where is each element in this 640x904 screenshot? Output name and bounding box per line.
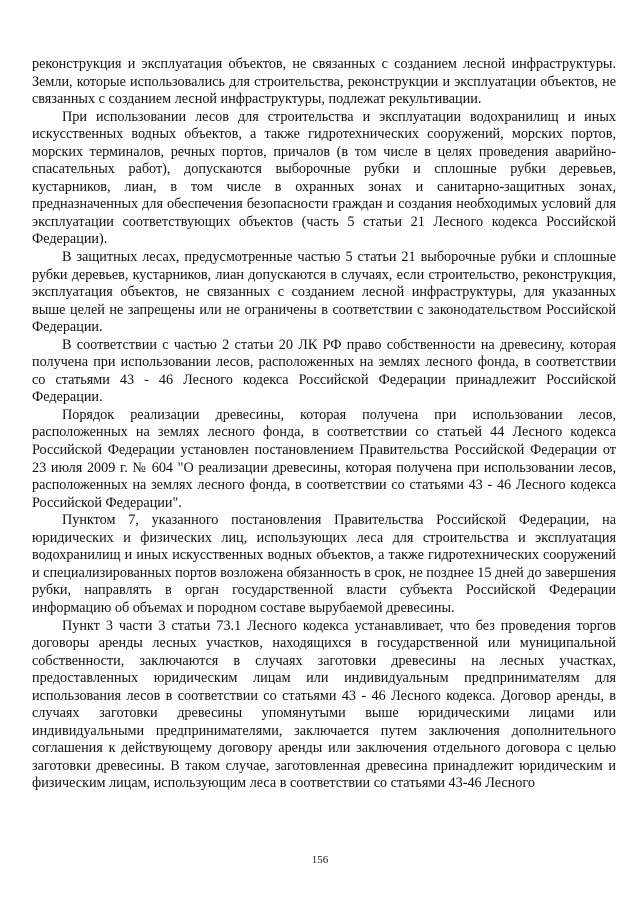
paragraph: реконструкция и эксплуатация объектов, не связанных с созданием лесной инфраструктуры. Земли, которые использовались для строительства, реконструкции и эксплуатации объектов, не связанных с созданием лесной инфраструктуры, подлежат рекультивации. — [32, 56, 616, 108]
paragraph: В соответствии с частью 2 статьи 20 ЛК РФ право собственности на древесину, которая получена при использовании лесов, расположенных на землях лесного фонда, в соответствии со статьями 43 - 46 Лесного кодекса Российской Федерации принадлежит Российской Федерации. — [32, 336, 616, 406]
paragraph: При использовании лесов для строительства и эксплуатации водохранилищ и иных искусственных водных объектов, а также гидротехнических сооружений, морских портов, морских терминалов, речных портов, причалов (в том числе в целях проведения аварийно-спасательных работ), допускаются выборочные рубки и сплошные рубки деревьев, кустарников, лиан, в том числе в охранных зонах и санитарно-защитных зонах, предназначенных для обеспечения безопасности граждан и создания необходимых условий для эксплуатации соответствующих объектов (часть 5 статьи 21 Лесного кодекса Российской Федерации). — [32, 108, 616, 248]
page-number: 156 — [311, 854, 329, 866]
document-page — [32, 56, 616, 793]
paragraph: Пункт 3 части 3 статьи 73.1 Лесного кодекса устанавливает, что без проведения торгов договоры аренды лесных участков, находящихся в государственной или муниципальной собственности, заключаются в случаях заготовки древесины на лесных участках, предоставленных юридическим лицам или индивидуальным предпринимателям для использования лесов в соответствии со статьями 43 - 46 Лесного кодекса. Договор аренды, в случаях заготовки древесины упомянутыми выше юридическими лицами или индивидуальными предпринимателями, заключается путем заключения дополнительного соглашения к действующему договору аренды или заключения отдельного договора с целью заготовки древесины. В таком случае, заготовленная древесина принадлежит юридическим и физическим лицам, использующим леса в соответствии со статьями 43-46 Лесного — [32, 617, 616, 792]
paragraph: В защитных лесах, предусмотренные частью 5 статьи 21 выборочные рубки и сплошные рубки деревьев, кустарников, лиан допускаются в случаях, если строительство, реконструкция, эксплуатация объектов, не связанных с созданием лесной инфраструктуры, для указанных выше целей не запрещены или не ограничены в соответствии с законодательством Российской Федерации. — [32, 249, 616, 336]
paragraph: Порядок реализации древесины, которая получена при использовании лесов, расположенных на землях лесного фонда, в соответствии со статьей 44 Лесного кодекса Российской Федерации установлен постановлением Правительства Российской Федерации от 23 июля 2009 г. № 604 "О реализации древесины, которая получена при использовании лесов, расположенных на землях лесного фонда, в соответствии со статьями 43 - 46 Лесного кодекса Российской Федерации". — [32, 406, 616, 511]
paragraph: Пунктом 7, указанного постановления Правительства Российской Федерации, на юридических и физических лиц, использующих леса для строительства и эксплуатация водохранилищ и иных искусственных водных объектов, а также гидротехнических сооружений и специализированных портов возложена обязанность в срок, не позднее 15 дней до завершения рубки, направлять в орган государственной власти субъекта Российской Федерации информацию об объемах и породном составе вырубаемой древесины. — [32, 512, 616, 616]
